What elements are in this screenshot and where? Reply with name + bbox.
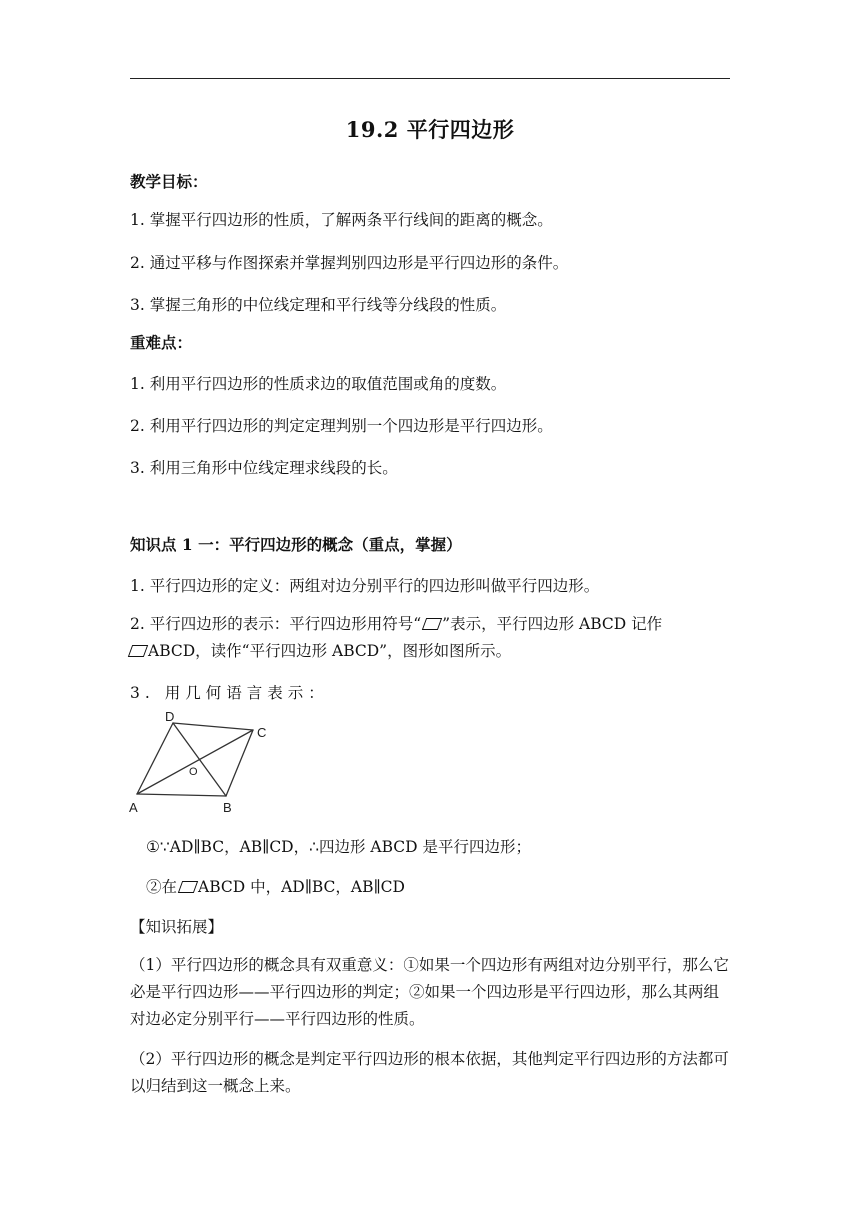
extension-paragraph-1: （1）平行四边形的概念具有双重意义：①如果一个四边形有两组对边分别平行，那么它必是平行四边形——平行四边形的判定；②如果一个四边形是平行四边形，那么其两组对边必定分别平行——平行四边形的性质。	[130, 956, 729, 1028]
parallelogram-figure	[128, 708, 278, 816]
knowledge-heading: 知识点 1 一：平行四边形的概念（重点，掌握）	[130, 535, 462, 554]
parallelogram-symbol-icon	[128, 645, 148, 657]
parallelogram-symbol-icon	[178, 881, 198, 893]
key-point-item: 1. 利用平行四边形的性质求边的取值范围或角的度数。	[130, 375, 507, 393]
vertex-label-c: C	[257, 725, 267, 740]
side-cb	[226, 730, 253, 796]
notation-text-b: ”表示，平行四边形 ABCD 记作	[442, 615, 663, 633]
side-ba	[137, 794, 226, 796]
statement-1: ①∵AD∥BC，AB∥CD，∴四边形 ABCD 是平行四边形；	[146, 838, 531, 856]
key-point-item: 2. 利用平行四边形的判定定理判别一个四边形是平行四边形。	[130, 417, 553, 435]
vertex-label-a: A	[129, 800, 138, 815]
diagonal-ac	[137, 730, 253, 794]
extension-paragraph-2: （2）平行四边形的概念是判定平行四边形的根本依据，其他判定平行四边形的方法都可以归结到这一概念上来。	[130, 1050, 729, 1095]
geometry-language-item: 3. 用几何语言表示：	[130, 684, 329, 702]
definition-item: 1. 平行四边形的定义：两组对边分别平行的四边形叫做平行四边形。	[130, 577, 600, 595]
objective-item: 1. 掌握平行四边形的性质，了解两条平行线间的距离的概念。	[130, 211, 553, 229]
statement-2	[146, 875, 405, 897]
objectives-heading: 教学目标：	[130, 172, 208, 191]
key-point-item: 3. 利用三角形中位线定理求线段的长。	[130, 459, 398, 477]
notation-text-c: ABCD，读作“平行四边形 ABCD”，图形如图所示。	[148, 642, 512, 660]
statement-2-a: ②在	[146, 878, 178, 896]
center-label-o: O	[189, 766, 198, 778]
vertex-label-b: B	[223, 800, 232, 815]
objective-item: 2. 通过平移与作图探索并掌握判别四边形是平行四边形的条件。	[130, 254, 569, 272]
statement-2-b: ABCD 中，AD∥BC，AB∥CD	[198, 878, 405, 896]
extension-heading: 【知识拓展】	[130, 918, 224, 936]
side-dc	[173, 723, 253, 730]
vertex-label-d: D	[165, 709, 175, 724]
page-title: 19.2 平行四边形	[345, 117, 515, 142]
notation-text-a: 2. 平行四边形的表示：平行四边形用符号“	[130, 615, 422, 633]
key-points-heading: 重难点：	[130, 333, 193, 352]
header-rule	[130, 78, 730, 79]
objective-item: 3. 掌握三角形的中位线定理和平行线等分线段的性质。	[130, 296, 507, 314]
notation-paragraph	[130, 611, 730, 665]
parallelogram-symbol-icon	[422, 618, 442, 630]
